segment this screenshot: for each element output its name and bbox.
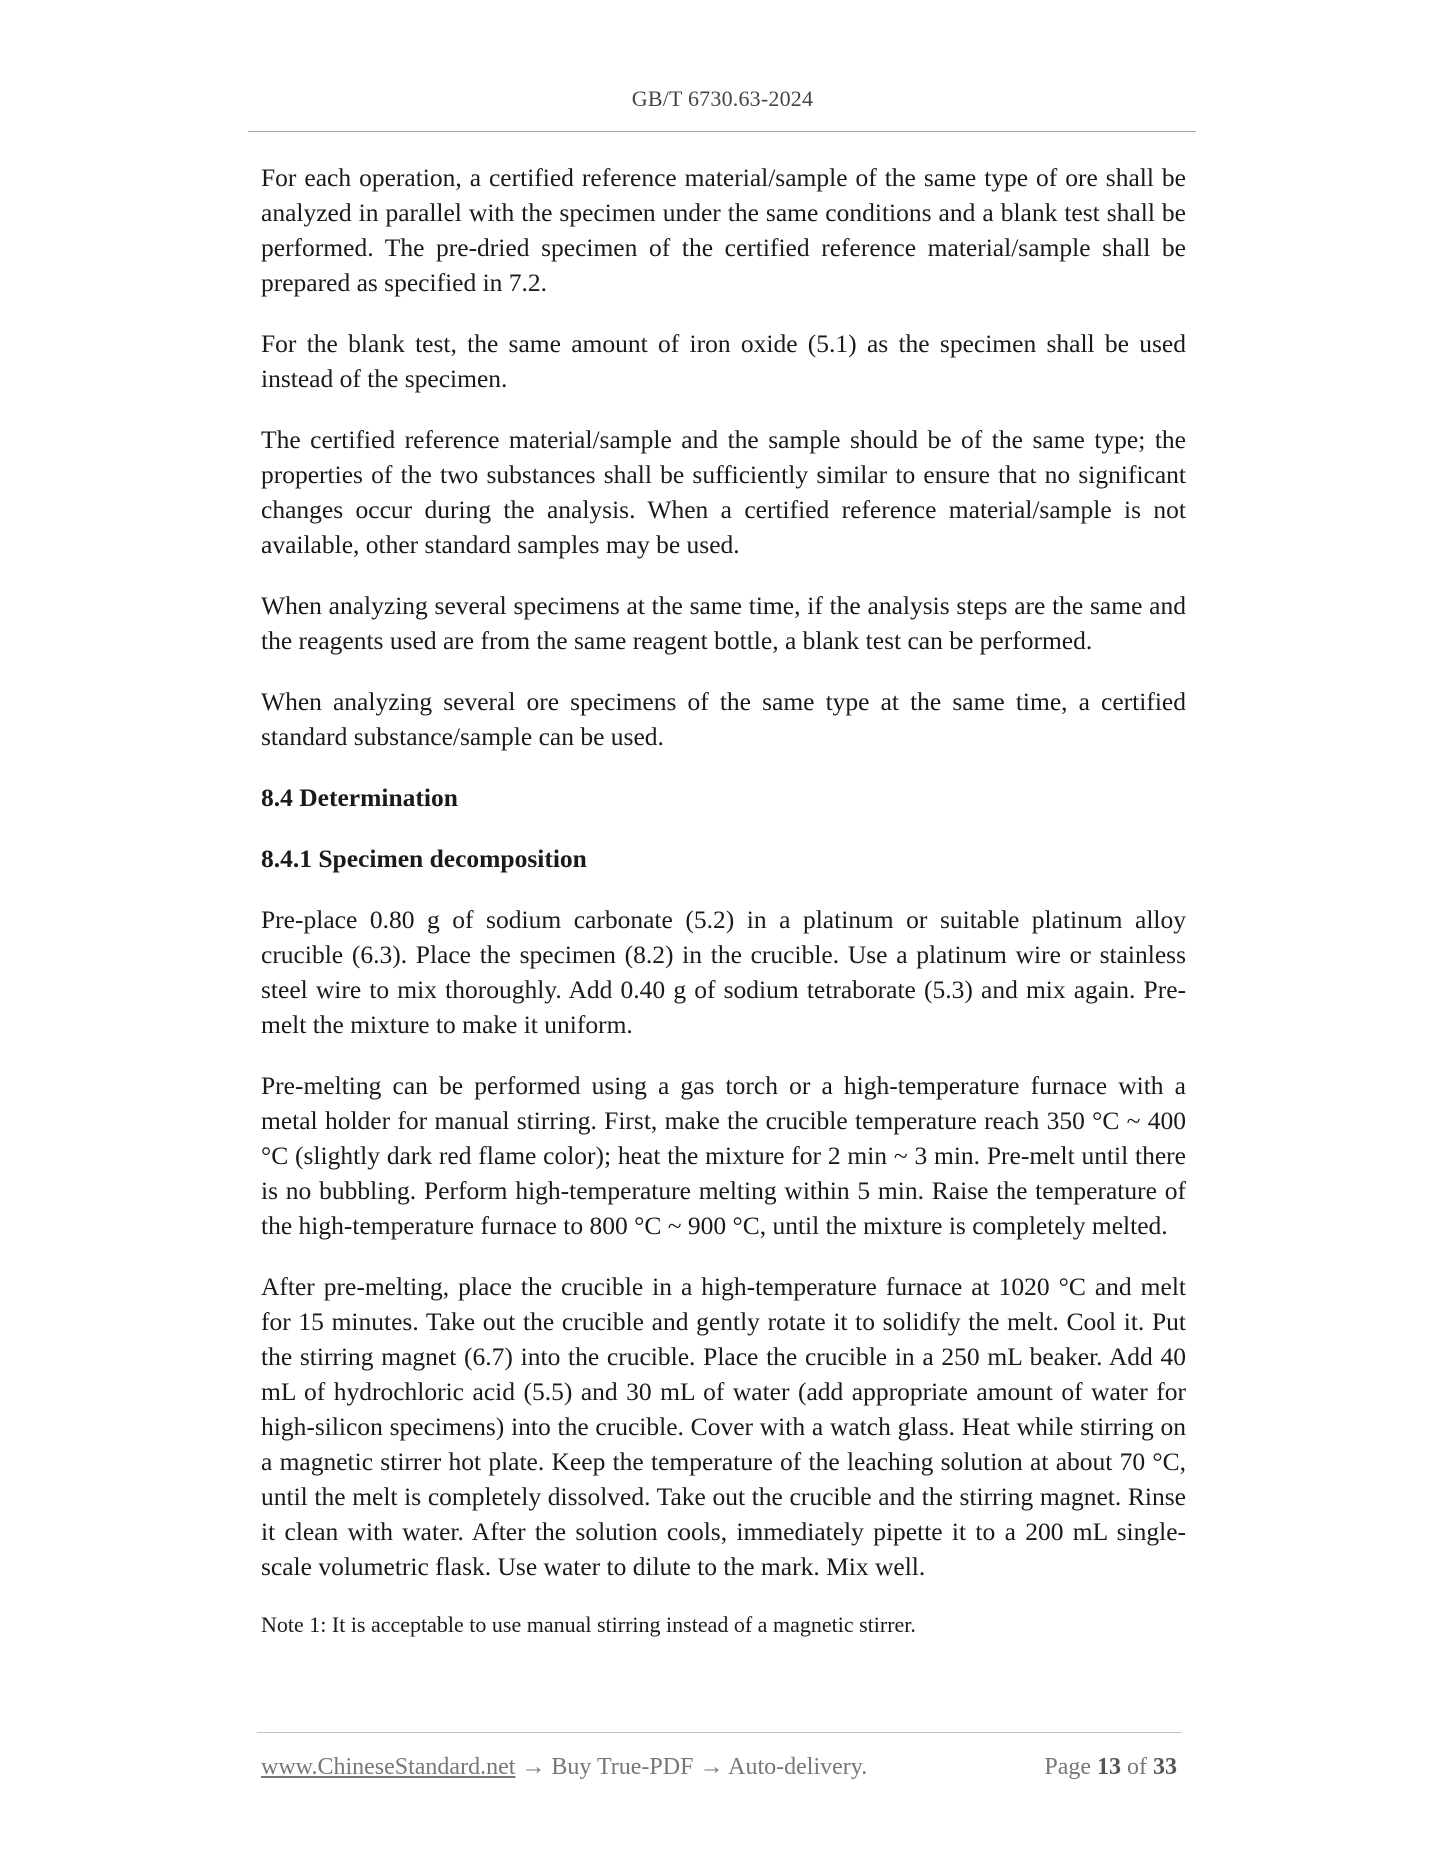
paragraph-pre-place: Pre-place 0.80 g of sodium carbonate (5.2) in a platinum or suitable platinum alloy crucible (6.3). Place the specimen (8.2) in the crucible. Use a platinum wire or stainless steel wire to mix thoroughly. Add 0.40 g of sodium tetraborate (5.3) and mix again. Pre-melt the mixture to make it uniform.	[261, 905, 1186, 1039]
page-body	[261, 160, 1186, 1640]
page-label: Page	[1044, 1754, 1091, 1780]
website-link[interactable]: www.ChineseStandard.net	[261, 1754, 516, 1780]
arrow-right-icon: →	[515, 1754, 552, 1780]
footer-divider	[257, 1732, 1182, 1733]
paragraph-after-pre-melting: After pre-melting, place the crucible in a high-temperature furnace at 1020 °C and melt for 15 minutes. Take out the crucible and gently rotate it to solidify the melt. Cool it. Put the stirring magnet (6.7) into the crucible. Place the crucible in a 250 mL beaker. Add 40 mL of hydrochloric acid (5.5) and 30 mL of water (add appropriate amount of water for high-silicon specimens) into the crucible. Cover with a watch glass. Heat while stirring on a magnetic stirrer hot plate. Keep the temperature of the leaching solution at about 70 °C, until the melt is completely dissolved. Take out the crucible and the stirring magnet. Rinse it clean with water. After the solution cools, immediately pipette it to a 200 mL single-scale volumetric flask. Use water to dilute to the mark. Mix well.	[261, 1272, 1186, 1581]
paragraph-pre-melting: Pre-melting can be performed using a gas torch or a high-temperature furnace with a metal holder for manual stirring. First, make the crucible temperature reach 350 °C ~ 400 °C (slightly dark red flame color); heat the mixture for 2 min ~ 3 min. Pre-melt until there is no bubbling. Perform high-temperature melting within 5 min. Raise the temperature of the high-temperature furnace to 800 °C ~ 900 °C, until the mixture is completely melted.	[261, 1071, 1186, 1240]
paragraph-several-ore-specimens: When analyzing several ore specimens of the same type at the same time, a certified standard substance/sample can be used.	[261, 687, 1186, 751]
document-header-title: GB/T 6730.63-2024	[631, 86, 814, 111]
section-heading-determination: 8.4 Determination	[261, 783, 458, 812]
paragraph-blank-test: For the blank test, the same amount of iron oxide (5.1) as the specimen shall be used instead of the specimen.	[261, 329, 1186, 393]
buy-pdf-text: Buy True-PDF	[551, 1754, 694, 1780]
note-manual-stirring: Note 1: It is acceptable to use manual stirring instead of a magnetic stirrer.	[261, 1612, 916, 1637]
auto-delivery-text: Auto-delivery.	[728, 1754, 868, 1780]
total-page-number: 33	[1153, 1754, 1177, 1780]
paragraph-reference-material: For each operation, a certified reference material/sample of the same type of ore shall be analyzed in parallel with the specimen under the same conditions and a blank test shall be performed. The pre-dried specimen of the certified reference material/sample shall be prepared as specified in 7.2.	[261, 163, 1186, 297]
paragraph-several-specimens: When analyzing several specimens at the same time, if the analysis steps are the same and the reagents used are from the same reagent bottle, a blank test can be performed.	[261, 591, 1186, 655]
current-page-number: 13	[1097, 1754, 1121, 1780]
page-number	[1044, 1752, 1177, 1782]
subsection-heading-decomposition: 8.4.1 Specimen decomposition	[261, 844, 587, 873]
paragraph-same-type: The certified reference material/sample and the sample should be of the same type; the properties of the two substances shall be sufficiently similar to ensure that no significant changes occur during the analysis. When a certified reference material/sample is not available, other standard samples may be used.	[261, 425, 1186, 559]
arrow-right-icon: →	[693, 1754, 729, 1780]
footer-links	[261, 1752, 867, 1782]
header-divider	[248, 131, 1196, 132]
of-label: of	[1127, 1754, 1147, 1780]
